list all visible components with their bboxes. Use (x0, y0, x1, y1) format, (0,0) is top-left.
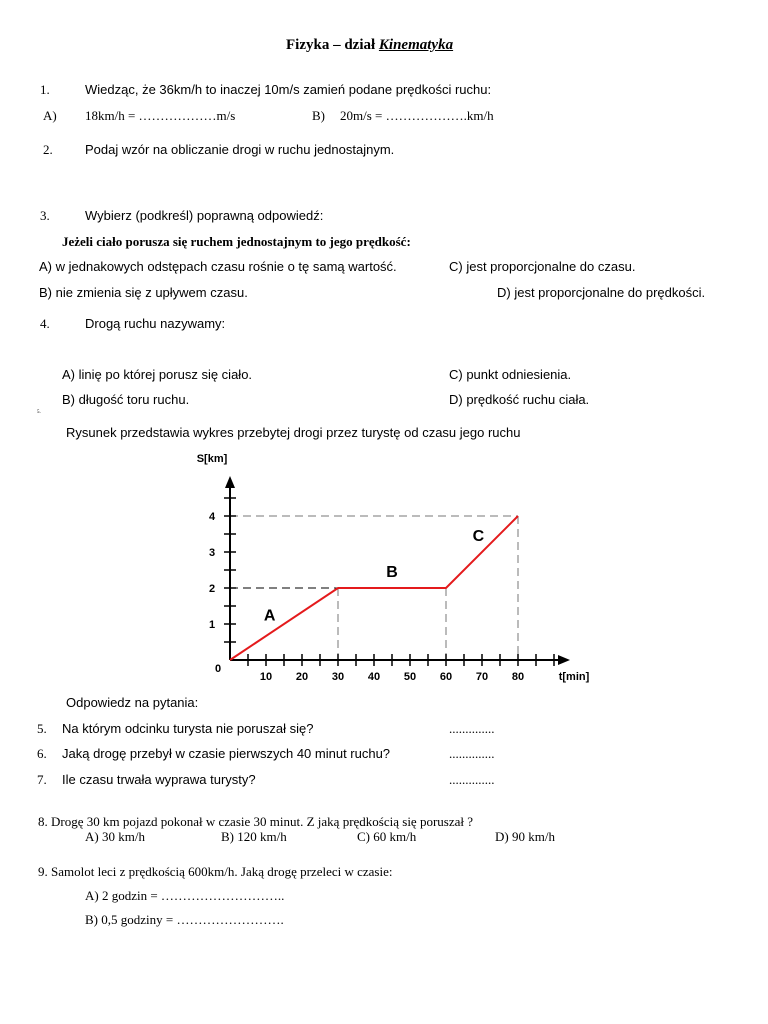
q6-text: Jaką drogę przebył w czasie pierwszych 40 minut ruchu? (62, 746, 391, 761)
q1-a-text: 18km/h = ………………m/s (85, 108, 236, 123)
q4-option-d: D) prędkość ruchu ciała. (449, 392, 590, 407)
q7-number: 7. (37, 772, 47, 787)
q1-a-label: A) (43, 108, 57, 123)
x-axis-arrow (558, 655, 570, 665)
q9-option-b: B) 0,5 godziny = ……………………. (85, 912, 284, 927)
q7-text: Ile czasu trwała wyprawa turysty? (62, 772, 256, 787)
q2-number: 2. (43, 142, 53, 157)
q1-text: Wiedząc, że 36km/h to inaczej 10m/s zamień podane prędkości ruchu: (85, 82, 492, 97)
chart-ticks (224, 498, 554, 666)
q4-option-c: C) punkt odniesienia. (449, 367, 572, 382)
title-subject: Kinematyka (378, 37, 454, 53)
q8-option-b: B) 120 km/h (221, 829, 287, 844)
q9-text: 9. Samolot leci z prędkością 600km/h. Jaką drogę przeleci w czasie: (38, 864, 393, 879)
q8-option-a: A) 30 km/h (85, 829, 145, 844)
y-tick-label-2: 2 (208, 583, 216, 595)
y-axis-arrow (225, 476, 235, 488)
q3-option-a: A) w jednakowych odstępach czasu rośnie o tę samą wartość. (39, 259, 397, 274)
y-tick-label-1: 1 (208, 619, 216, 631)
q9-option-a: A) 2 godzin = ……………………….. (85, 888, 285, 903)
distance-time-chart (190, 444, 610, 690)
segment-label-c: C (472, 528, 485, 546)
q3-option-d: D) jest proporcjonalne do prędkości. (497, 285, 706, 300)
segment-label-a: A (263, 607, 276, 625)
q6-blank: .............. (449, 746, 495, 761)
q3-lead: Jeżeli ciało porusza się ruchem jednostajnym to jego prędkość: (62, 234, 411, 249)
q4-option-b: B) długość toru ruchu. (62, 392, 190, 407)
q1-b-label: B) (312, 108, 325, 123)
q5-text: Na którym odcinku turysta nie poruszał się? (62, 721, 314, 736)
x-tick-label-60: 60 (439, 671, 453, 683)
page-title (286, 37, 453, 53)
title-prefix: Fizyka – dział (286, 37, 379, 53)
q4-text: Drogą ruchu nazywamy: (85, 316, 226, 331)
chart-intro: Rysunek przedstawia wykres przebytej drogi przez turystę od czasu jego ruchu (66, 425, 521, 440)
q6-number: 6. (37, 746, 47, 761)
y-tick-label-4: 4 (208, 511, 216, 523)
y-tick-label-3: 3 (208, 547, 216, 559)
q3-option-b: B) nie zmienia się z upływem czasu. (39, 285, 248, 300)
x-tick-label-70: 70 (475, 671, 489, 683)
q5-blank: .............. (449, 721, 495, 736)
q3-option-c: C) jest proporcjonalne do czasu. (449, 259, 636, 274)
origin-label: 0 (214, 663, 222, 675)
x-tick-label-30: 30 (331, 671, 345, 683)
x-tick-label-80: 80 (511, 671, 525, 683)
q3-number: 3. (40, 208, 50, 223)
answers-intro: Odpowiedz na pytania: (66, 695, 199, 710)
q4-number: 4. (40, 316, 50, 331)
q8-option-d: D) 90 km/h (495, 829, 555, 844)
q1-number: 1. (40, 82, 50, 97)
y-axis-label: S[km] (196, 453, 228, 465)
x-tick-label-10: 10 (259, 671, 273, 683)
x-tick-label-20: 20 (295, 671, 309, 683)
x-tick-label-40: 40 (367, 671, 381, 683)
q5-marker: 5. (37, 410, 41, 415)
segment-label-b: B (386, 564, 398, 582)
q4-option-a: A) linię po której porusz się ciało. (62, 367, 253, 382)
q5-number: 5. (37, 721, 47, 736)
q8-text: 8. Drogę 30 km pojazd pokonał w czasie 30 minut. Z jaką prędkością się poruszał ? (38, 814, 474, 829)
q3-text: Wybierz (podkreśl) poprawną odpowiedź: (85, 208, 324, 223)
x-tick-label-50: 50 (403, 671, 417, 683)
q7-blank: .............. (449, 772, 495, 787)
chart-labels (197, 453, 590, 683)
q8-option-c: C) 60 km/h (357, 829, 417, 844)
x-axis-label: t[min] (558, 671, 590, 683)
q1-b-text: 20m/s = ……………….km/h (340, 108, 494, 123)
q2-text: Podaj wzór na obliczanie drogi w ruchu jednostajnym. (85, 142, 395, 157)
